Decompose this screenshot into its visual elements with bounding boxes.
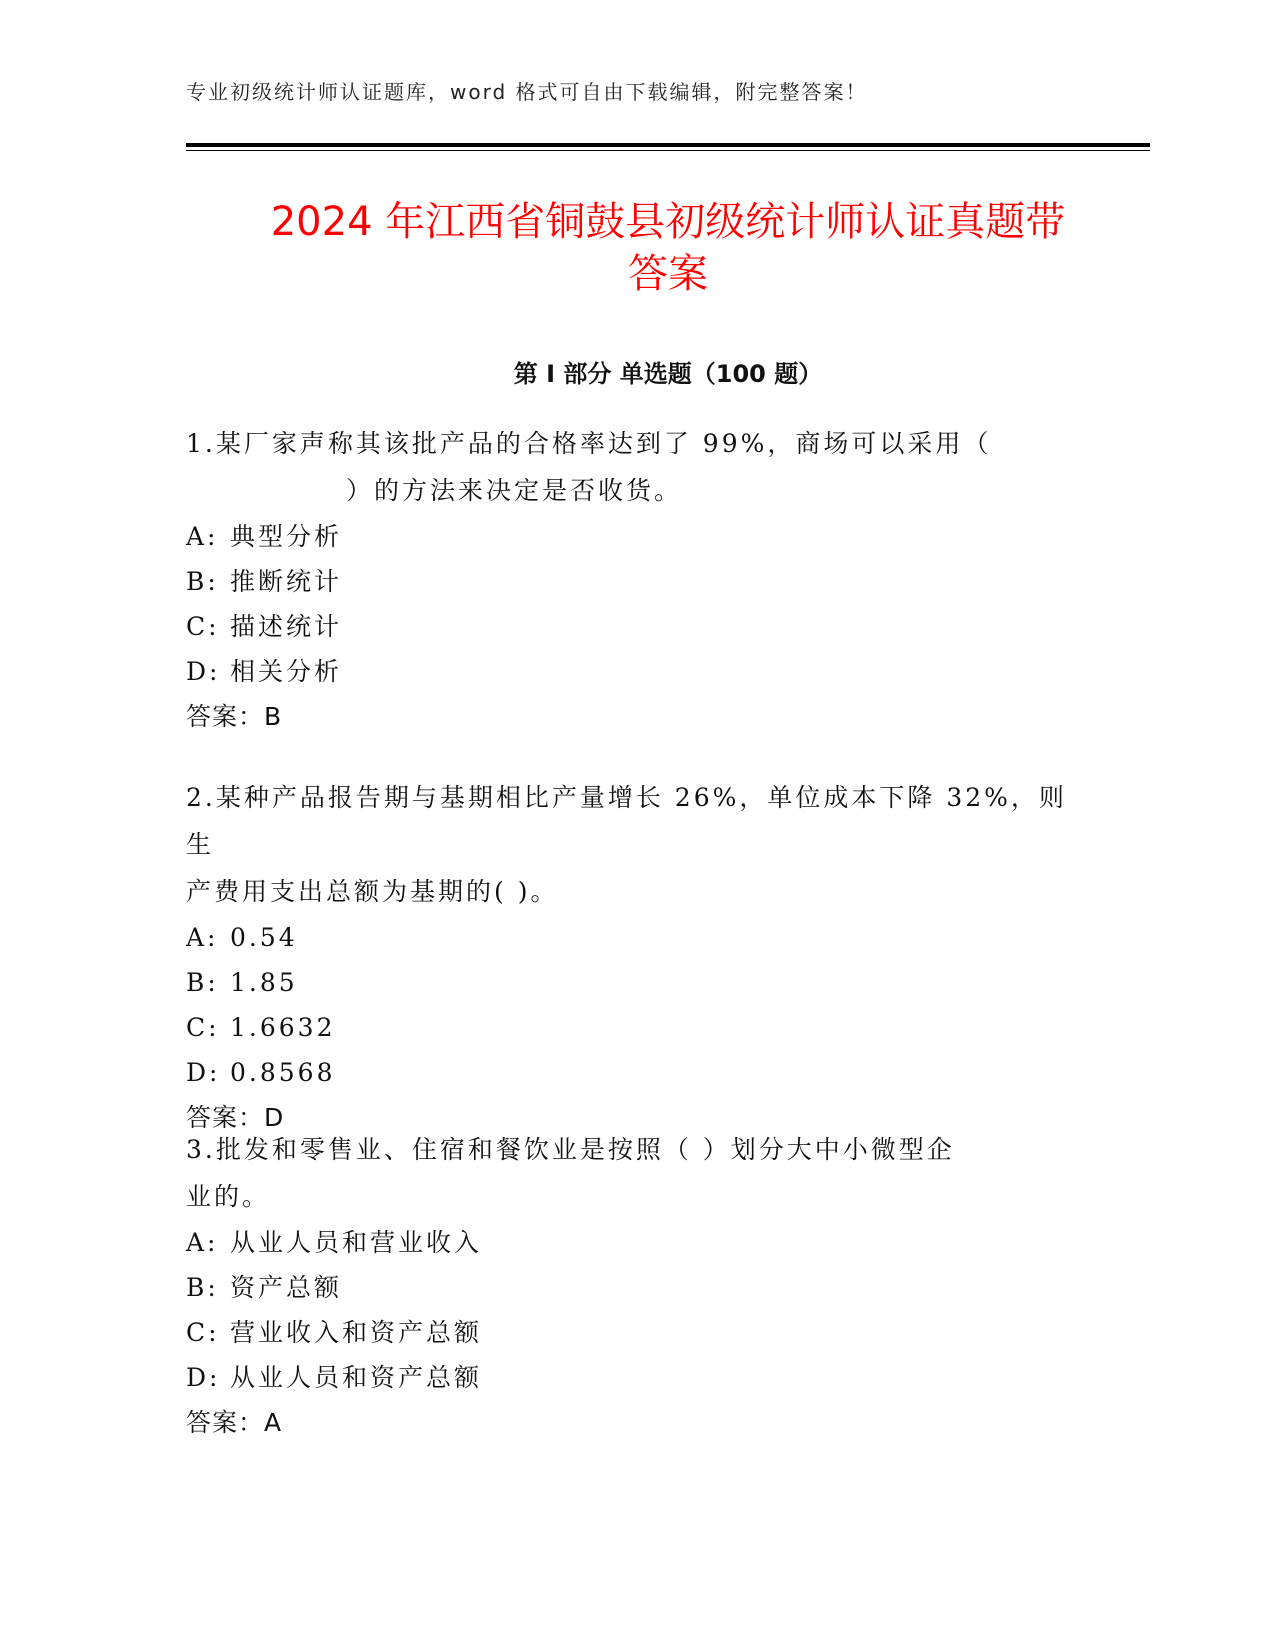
question-3: [186, 1126, 1076, 1445]
option-letter: A:: [186, 522, 219, 551]
option-letter: D:: [186, 1058, 221, 1087]
option-letter: D:: [186, 1363, 221, 1392]
question-2: [186, 774, 1076, 1140]
question-text-line2: 业的。: [186, 1182, 271, 1211]
option-text: 营业收入和资产总额: [230, 1318, 483, 1347]
option-letter: B:: [186, 968, 219, 997]
option-b: [186, 1265, 1076, 1310]
option-b: [186, 960, 1076, 1005]
section-title: 第 I 部分 单选题（100 题）: [513, 360, 823, 388]
option-d: [186, 649, 1076, 694]
header-rule-thick: [186, 143, 1150, 147]
option-a: [186, 1220, 1076, 1265]
question-text-line2: ）的方法来决定是否收货。: [346, 476, 683, 505]
option-text: 0.54: [230, 923, 298, 952]
option-letter: C:: [186, 1318, 220, 1347]
option-text: 描述统计: [230, 612, 343, 641]
option-text: 0.8568: [230, 1058, 336, 1087]
answer: 答案：D: [186, 1103, 285, 1132]
document-title-line1: 2024 年江西省铜鼓县初级统计师认证真题带: [270, 199, 1066, 245]
option-letter: D:: [186, 657, 221, 686]
option-c: [186, 604, 1076, 649]
option-text: 从业人员和资产总额: [230, 1363, 483, 1392]
question-text-line1: 2.某种产品报告期与基期相比产量增长 26%，单位成本下降 32%，则生: [186, 783, 1067, 859]
option-letter: A:: [186, 1228, 219, 1257]
option-a: [186, 514, 1076, 559]
question-text: [186, 420, 1076, 514]
option-letter: C:: [186, 1013, 220, 1042]
option-d: [186, 1050, 1076, 1095]
question-text-line1: 1.某厂家声称其该批产品的合格率达到了 99%，商场可以采用（: [186, 429, 992, 458]
option-d: [186, 1355, 1076, 1400]
option-letter: B:: [186, 1273, 219, 1302]
option-b: [186, 559, 1076, 604]
option-text: 资产总额: [230, 1273, 343, 1302]
header-note: 专业初级统计师认证题库，word 格式可自由下载编辑，附完整答案！: [186, 80, 868, 104]
question-text: [186, 774, 1076, 915]
option-text: 典型分析: [230, 522, 343, 551]
option-text: 从业人员和营业收入: [230, 1228, 483, 1257]
option-letter: C:: [186, 612, 220, 641]
question-text: [186, 1126, 1076, 1220]
question-1: [186, 420, 1076, 739]
header-rule-thin: [186, 150, 1150, 151]
option-c: [186, 1310, 1076, 1355]
answer: 答案：A: [186, 1408, 283, 1437]
option-c: [186, 1005, 1076, 1050]
option-a: [186, 915, 1076, 960]
question-text-line2: 产费用支出总额为基期的( )。: [186, 877, 559, 906]
option-text: 1.85: [230, 968, 298, 997]
option-text: 推断统计: [230, 567, 343, 596]
question-text-line1: 3.批发和零售业、住宿和餐饮业是按照（ ）划分大中小微型企: [186, 1135, 955, 1164]
option-letter: A:: [186, 923, 219, 952]
document-title-line2: 答案: [628, 251, 708, 297]
option-text: 相关分析: [230, 657, 343, 686]
option-letter: B:: [186, 567, 219, 596]
option-text: 1.6632: [230, 1013, 336, 1042]
answer: 答案：B: [186, 702, 283, 731]
document-title: [186, 196, 1150, 300]
